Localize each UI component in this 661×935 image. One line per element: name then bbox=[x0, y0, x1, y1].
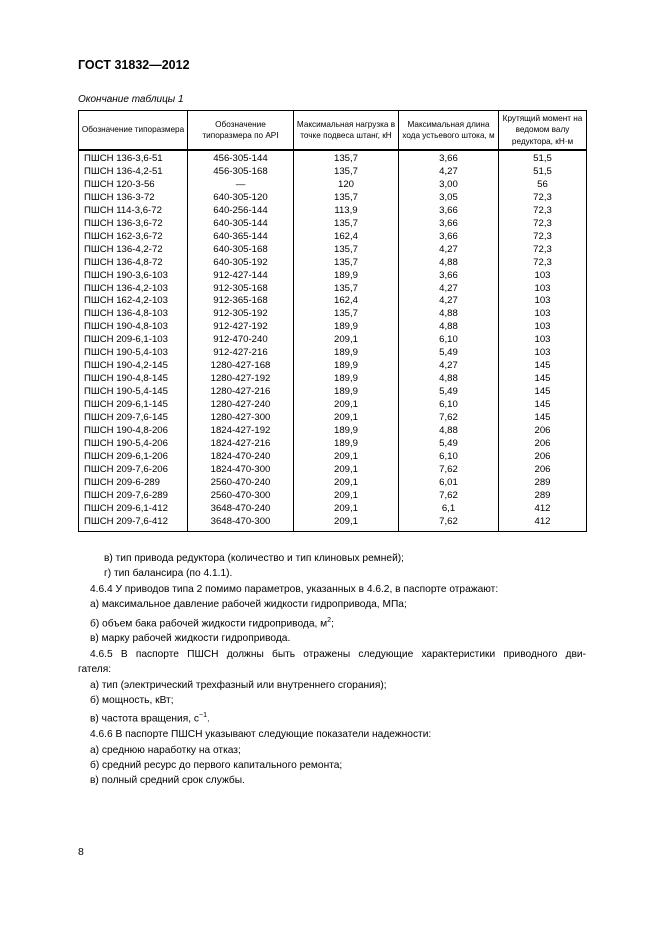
document-header: ГОСТ 31832—2012 bbox=[78, 58, 190, 72]
table-cell: ПШСН 209-7,6-206 bbox=[79, 464, 188, 477]
table-cell: ПШСН 162-4,2-103 bbox=[79, 295, 188, 308]
table-cell: ПШСН 136-3,6-51 bbox=[79, 150, 188, 166]
table-cell: ПШСН 209-7,6-289 bbox=[79, 490, 188, 503]
table-cell: 7,62 bbox=[399, 516, 499, 531]
body-text bbox=[78, 551, 586, 789]
table-row bbox=[79, 295, 587, 308]
table-cell: 135,7 bbox=[294, 150, 399, 166]
table-cell: 7,62 bbox=[399, 490, 499, 503]
table-row bbox=[79, 231, 587, 244]
table-cell: 5,49 bbox=[399, 347, 499, 360]
table-row bbox=[79, 360, 587, 373]
table-cell: 3,66 bbox=[399, 231, 499, 244]
table-cell: 135,7 bbox=[294, 218, 399, 231]
table-cell: 4,27 bbox=[399, 295, 499, 308]
table-cell: 412 bbox=[499, 516, 587, 531]
table-row bbox=[79, 257, 587, 270]
specification-table bbox=[78, 110, 587, 532]
table-cell: ПШСН 120-3-56 bbox=[79, 179, 188, 192]
list-item: б) средний ресурс до первого капитального ремонта; bbox=[90, 760, 343, 772]
table-cell: 189,9 bbox=[294, 270, 399, 283]
table-cell: 56 bbox=[499, 179, 587, 192]
table-cell: ПШСН 190-4,8-103 bbox=[79, 321, 188, 334]
table-cell: 162,4 bbox=[294, 295, 399, 308]
clause-paragraph: 4.6.6 В паспорте ПШСН указывают следующие показатели надежности: bbox=[90, 729, 432, 741]
table-cell: 6,10 bbox=[399, 399, 499, 412]
clause-paragraph: 4.6.5 В паспорте ПШСН должны быть отражены следующие характеристики приводного дви- bbox=[90, 648, 586, 660]
table-row bbox=[79, 438, 587, 451]
table-cell: ПШСН 136-4,2-72 bbox=[79, 244, 188, 257]
table-cell: 145 bbox=[499, 399, 587, 412]
table-row bbox=[79, 334, 587, 347]
column-header: Максимальная длина хода устьевого штока, м bbox=[399, 111, 499, 151]
table-cell: 456-305-168 bbox=[188, 166, 294, 179]
table-cell: 912-470-240 bbox=[188, 334, 294, 347]
table-cell: 912-305-192 bbox=[188, 308, 294, 321]
table-row bbox=[79, 270, 587, 283]
table-row bbox=[79, 386, 587, 399]
table-cell: 5,49 bbox=[399, 438, 499, 451]
table-cell: 189,9 bbox=[294, 360, 399, 373]
table-cell: ПШСН 190-4,8-206 bbox=[79, 425, 188, 438]
table-cell: 206 bbox=[499, 425, 587, 438]
table-cell: 145 bbox=[499, 373, 587, 386]
table-cell: 103 bbox=[499, 321, 587, 334]
table-cell: 912-427-144 bbox=[188, 270, 294, 283]
table-cell: 209,1 bbox=[294, 334, 399, 347]
table-cell: 912-305-168 bbox=[188, 283, 294, 296]
table-cell: 209,1 bbox=[294, 399, 399, 412]
table-cell: 3,05 bbox=[399, 192, 499, 205]
table-row bbox=[79, 451, 587, 464]
table-row bbox=[79, 516, 587, 531]
table-row bbox=[79, 490, 587, 503]
table-cell: 51,5 bbox=[499, 166, 587, 179]
table-cell: ПШСН 209-6,1-103 bbox=[79, 334, 188, 347]
table-cell: 4,88 bbox=[399, 373, 499, 386]
table-cell: 72,3 bbox=[499, 231, 587, 244]
table-cell: 72,3 bbox=[499, 218, 587, 231]
list-item: а) тип (электрический трехфазный или внутреннего сгорания); bbox=[90, 679, 387, 691]
table-cell: ПШСН 136-4,2-51 bbox=[79, 166, 188, 179]
table-cell: 640-305-192 bbox=[188, 257, 294, 270]
table-row bbox=[79, 205, 587, 218]
table-cell: 3,66 bbox=[399, 218, 499, 231]
list-item: в) полный средний срок службы. bbox=[90, 775, 245, 787]
table-row bbox=[79, 321, 587, 334]
table-row bbox=[79, 347, 587, 360]
table-cell: 4,27 bbox=[399, 244, 499, 257]
table-cell: ПШСН 136-3-72 bbox=[79, 192, 188, 205]
table-cell: 1280-427-240 bbox=[188, 399, 294, 412]
table-cell: 103 bbox=[499, 347, 587, 360]
table-cell: 4,88 bbox=[399, 425, 499, 438]
table-row bbox=[79, 412, 587, 425]
table-cell: 3,00 bbox=[399, 179, 499, 192]
table-cell: 135,7 bbox=[294, 244, 399, 257]
column-header: Крутящий момент на ведомом валу редуктора, кН·м bbox=[499, 111, 587, 151]
table-cell: 7,62 bbox=[399, 464, 499, 477]
table-cell: 6,01 bbox=[399, 477, 499, 490]
table-cell: 206 bbox=[499, 464, 587, 477]
list-item: г) тип балансира (по 4.1.1). bbox=[104, 568, 233, 580]
table-cell: 640-365-144 bbox=[188, 231, 294, 244]
table-row bbox=[79, 166, 587, 179]
table-cell: 103 bbox=[499, 295, 587, 308]
table-cell: 1280-427-168 bbox=[188, 360, 294, 373]
table-cell: 6,10 bbox=[399, 451, 499, 464]
table-cell: ПШСН 136-4,8-103 bbox=[79, 308, 188, 321]
table-row bbox=[79, 283, 587, 296]
table-cell: ПШСН 209-7,6-145 bbox=[79, 412, 188, 425]
list-item: а) максимальное давление рабочей жидкости гидропривода, МПа; bbox=[90, 599, 407, 611]
table-cell: 145 bbox=[499, 412, 587, 425]
table-cell: 145 bbox=[499, 360, 587, 373]
clause-paragraph: 4.6.4 У приводов типа 2 помимо параметров, указанных в 4.6.2, в паспорте отражают: bbox=[90, 583, 499, 595]
table-cell: 1280-427-300 bbox=[188, 412, 294, 425]
page-number: 8 bbox=[78, 846, 84, 858]
table-cell: ПШСН 209-6-289 bbox=[79, 477, 188, 490]
table-cell: 7,62 bbox=[399, 412, 499, 425]
table-cell: 6,10 bbox=[399, 334, 499, 347]
table-cell: 209,1 bbox=[294, 477, 399, 490]
table-cell: ПШСН 209-6,1-145 bbox=[79, 399, 188, 412]
table-caption: Окончание таблицы 1 bbox=[78, 94, 184, 105]
table-cell: ПШСН 209-7,6-412 bbox=[79, 516, 188, 531]
table-cell: 103 bbox=[499, 283, 587, 296]
table-cell: 3,66 bbox=[399, 205, 499, 218]
table-cell: 209,1 bbox=[294, 451, 399, 464]
table-cell: 103 bbox=[499, 334, 587, 347]
table-cell: 3648-470-240 bbox=[188, 503, 294, 516]
table-cell: 1824-470-300 bbox=[188, 464, 294, 477]
table-cell: 1280-427-216 bbox=[188, 386, 294, 399]
list-item-text: б) объем бака рабочей жидкости гидропривода, м bbox=[90, 618, 328, 630]
table-cell: 289 bbox=[499, 490, 587, 503]
table-cell: ПШСН 190-5,4-145 bbox=[79, 386, 188, 399]
table-cell: 135,7 bbox=[294, 257, 399, 270]
table-cell: 289 bbox=[499, 477, 587, 490]
table-row bbox=[79, 150, 587, 166]
table-cell: 135,7 bbox=[294, 283, 399, 296]
table-cell: 209,1 bbox=[294, 503, 399, 516]
punctuation: ; bbox=[331, 618, 334, 630]
table-cell: 640-305-144 bbox=[188, 218, 294, 231]
table-cell: 912-427-216 bbox=[188, 347, 294, 360]
table-cell: 209,1 bbox=[294, 516, 399, 531]
list-item bbox=[78, 613, 586, 632]
list-item: в) тип привода редуктора (количество и тип клиновых ремней); bbox=[104, 553, 404, 564]
table-cell: ПШСН 209-6,1-206 bbox=[79, 451, 188, 464]
table-cell: ПШСН 190-5,4-206 bbox=[79, 438, 188, 451]
table-cell: 206 bbox=[499, 451, 587, 464]
table-cell: 72,3 bbox=[499, 244, 587, 257]
list-item: б) мощность, кВт; bbox=[90, 695, 174, 707]
table-cell: 72,3 bbox=[499, 257, 587, 270]
table-cell: 1824-427-216 bbox=[188, 438, 294, 451]
list-item-text: в) частота вращения, с bbox=[90, 713, 200, 725]
table-cell: 456-305-144 bbox=[188, 150, 294, 166]
table-cell: 4,88 bbox=[399, 321, 499, 334]
table-cell: 3,66 bbox=[399, 150, 499, 166]
table-cell: — bbox=[188, 179, 294, 192]
table-cell: 4,27 bbox=[399, 166, 499, 179]
table-cell: 120 bbox=[294, 179, 399, 192]
table-cell: 189,9 bbox=[294, 373, 399, 386]
table-cell: 5,49 bbox=[399, 386, 499, 399]
punctuation: . bbox=[207, 713, 210, 725]
table-row bbox=[79, 244, 587, 257]
table-cell: 3648-470-300 bbox=[188, 516, 294, 531]
table-cell: 912-427-192 bbox=[188, 321, 294, 334]
table-cell: ПШСН 136-3,6-72 bbox=[79, 218, 188, 231]
table-row bbox=[79, 373, 587, 386]
column-header: Обозначение типоразмера по API bbox=[188, 111, 294, 151]
table-cell: 209,1 bbox=[294, 490, 399, 503]
table-cell: 135,7 bbox=[294, 308, 399, 321]
table-cell: 2560-470-300 bbox=[188, 490, 294, 503]
table-cell: ПШСН 114-3,6-72 bbox=[79, 205, 188, 218]
table-row bbox=[79, 179, 587, 192]
table-cell: ПШСН 209-6,1-412 bbox=[79, 503, 188, 516]
table-cell: ПШСН 190-4,2-145 bbox=[79, 360, 188, 373]
table-cell: 113,9 bbox=[294, 205, 399, 218]
table-cell: 640-305-120 bbox=[188, 192, 294, 205]
table-cell: 103 bbox=[499, 308, 587, 321]
table-cell: 189,9 bbox=[294, 438, 399, 451]
table-body bbox=[79, 150, 587, 531]
table-cell: 145 bbox=[499, 386, 587, 399]
table-cell: 640-305-168 bbox=[188, 244, 294, 257]
table-cell: 6,1 bbox=[399, 503, 499, 516]
table-cell: ПШСН 190-4,8-145 bbox=[79, 373, 188, 386]
table-cell: ПШСН 136-4,2-103 bbox=[79, 283, 188, 296]
table-row bbox=[79, 218, 587, 231]
table-cell: 1280-427-192 bbox=[188, 373, 294, 386]
table-cell: 209,1 bbox=[294, 412, 399, 425]
table-cell: ПШСН 136-4,8-72 bbox=[79, 257, 188, 270]
table-cell: 189,9 bbox=[294, 425, 399, 438]
table-row bbox=[79, 464, 587, 477]
table-header-row bbox=[79, 111, 587, 151]
table-cell: ПШСН 190-5,4-103 bbox=[79, 347, 188, 360]
table-cell: 2560-470-240 bbox=[188, 477, 294, 490]
list-item: в) марку рабочей жидкости гидропривода. bbox=[90, 633, 291, 645]
column-header: Обозначение типоразмера bbox=[79, 111, 188, 151]
table-cell: 135,7 bbox=[294, 166, 399, 179]
table-cell: 1824-470-240 bbox=[188, 451, 294, 464]
table-row bbox=[79, 503, 587, 516]
table-cell: 640-256-144 bbox=[188, 205, 294, 218]
table-cell: 51,5 bbox=[499, 150, 587, 166]
table-cell: 4,88 bbox=[399, 308, 499, 321]
clause-paragraph-continuation: гателя: bbox=[78, 664, 112, 676]
table-cell: 103 bbox=[499, 270, 587, 283]
table-cell: 412 bbox=[499, 503, 587, 516]
superscript: −1 bbox=[199, 712, 207, 720]
table-cell: 72,3 bbox=[499, 205, 587, 218]
table-cell: ПШСН 190-3,6-103 bbox=[79, 270, 188, 283]
superscript: 2 bbox=[327, 616, 332, 624]
table-row bbox=[79, 399, 587, 412]
list-item bbox=[78, 708, 586, 727]
table-cell: 189,9 bbox=[294, 386, 399, 399]
table-cell: 206 bbox=[499, 438, 587, 451]
table-cell: ПШСН 162-3,6-72 bbox=[79, 231, 188, 244]
table-row bbox=[79, 308, 587, 321]
table-cell: 162,4 bbox=[294, 231, 399, 244]
table-cell: 4,27 bbox=[399, 283, 499, 296]
table-cell: 1824-427-192 bbox=[188, 425, 294, 438]
table-cell: 189,9 bbox=[294, 347, 399, 360]
table-cell: 4,27 bbox=[399, 360, 499, 373]
table-cell: 912-365-168 bbox=[188, 295, 294, 308]
table-cell: 209,1 bbox=[294, 464, 399, 477]
table-row bbox=[79, 192, 587, 205]
table-cell: 72,3 bbox=[499, 192, 587, 205]
list-item: а) среднюю наработку на отказ; bbox=[90, 744, 241, 756]
column-header: Максимальная нагрузка в точке подвеса штанг, кН bbox=[294, 111, 399, 151]
table-cell: 4,88 bbox=[399, 257, 499, 270]
table-row bbox=[79, 477, 587, 490]
table-row bbox=[79, 425, 587, 438]
table-cell: 135,7 bbox=[294, 192, 399, 205]
table-cell: 3,66 bbox=[399, 270, 499, 283]
table-cell: 189,9 bbox=[294, 321, 399, 334]
